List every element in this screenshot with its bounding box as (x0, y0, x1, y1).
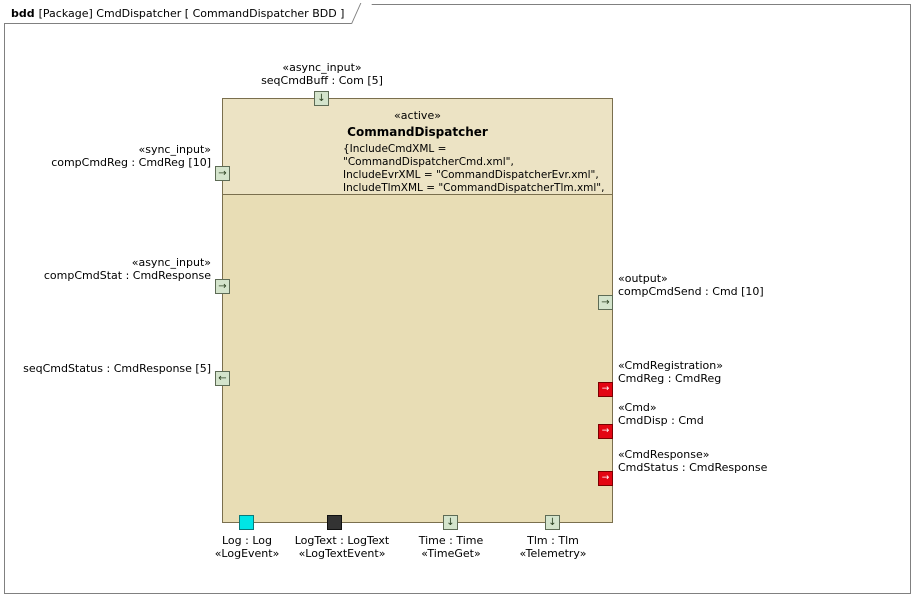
port-stereotype: «CmdResponse» (618, 448, 710, 461)
port-label-cmd-reg (618, 359, 723, 385)
arrow-down-icon: ↓ (446, 516, 455, 528)
frame-title: [Package] CmdDispatcher [ CommandDispatcher BDD ] (38, 7, 345, 20)
port-label-log-text (273, 534, 411, 560)
port-name: Log : Log (222, 534, 272, 547)
block-name: CommandDispatcher (347, 125, 488, 139)
port-comp-cmd-stat[interactable] (215, 279, 230, 294)
port-label-comp-cmd-stat (15, 256, 211, 282)
port-label-cmd-disp (618, 401, 704, 427)
port-name: compCmdSend : Cmd [10] (618, 285, 764, 298)
port-log[interactable] (239, 515, 254, 530)
port-label-cmd-status (618, 448, 767, 474)
port-stereotype: «sync_input» (138, 143, 211, 156)
port-label-seq-cmd-status (15, 362, 211, 375)
block-property-line: {IncludeCmdXML = "CommandDispatcherCmd.xml", (343, 143, 514, 168)
block-property-line: IncludeTlmXML = "CommandDispatcherTlm.xml", (343, 182, 605, 194)
port-name: Tlm : Tlm (527, 534, 579, 547)
port-seq-cmd-buff[interactable] (314, 91, 329, 106)
port-name: seqCmdStatus : CmdResponse [5] (23, 362, 211, 375)
arrow-down-icon: ↓ (317, 92, 326, 104)
block-stereotype: «active» (394, 109, 441, 122)
port-label-comp-cmd-send (618, 272, 764, 298)
frame-keyword: bdd (11, 7, 35, 20)
port-name: seqCmdBuff : Com [5] (261, 74, 383, 87)
arrow-right-icon: → (218, 280, 227, 292)
block-body (223, 195, 612, 522)
port-name: CmdDisp : Cmd (618, 414, 704, 427)
arrow-right-icon: → (601, 473, 610, 483)
port-name: LogText : LogText (294, 534, 390, 547)
port-log-text[interactable] (327, 515, 342, 530)
port-stereotype: «TimeGet» (421, 547, 481, 560)
port-stereotype: «LogTextEvent» (298, 547, 386, 560)
block-command-dispatcher[interactable] (222, 98, 613, 523)
arrow-right-icon: → (601, 384, 610, 394)
block-property-line: IncludeEvrXML = "CommandDispatcherEvr.xml", (343, 169, 599, 181)
port-cmd-disp[interactable] (598, 424, 613, 439)
port-stereotype: «Telemetry» (519, 547, 587, 560)
port-stereotype: «output» (618, 272, 668, 285)
arrow-right-icon: → (601, 426, 610, 436)
port-stereotype: «CmdRegistration» (618, 359, 723, 372)
arrow-left-icon: ← (218, 372, 227, 384)
port-name: Time : Time (418, 534, 484, 547)
port-label-comp-cmd-reg (15, 143, 211, 169)
arrow-right-icon: → (218, 167, 227, 179)
port-seq-cmd-status[interactable] (215, 371, 230, 386)
port-cmd-status[interactable] (598, 471, 613, 486)
port-label-seq-cmd-buff (252, 61, 392, 87)
port-stereotype: «async_input» (282, 61, 362, 74)
frame-title-tab (4, 4, 363, 24)
port-name: compCmdStat : CmdResponse (43, 269, 211, 282)
port-time[interactable] (443, 515, 458, 530)
port-comp-cmd-reg[interactable] (215, 166, 230, 181)
port-stereotype: «LogEvent» (214, 547, 280, 560)
block-header (223, 99, 612, 195)
port-stereotype: «Cmd» (618, 401, 657, 414)
port-stereotype: «async_input» (131, 256, 211, 269)
port-cmd-reg[interactable] (598, 382, 613, 397)
port-comp-cmd-send[interactable] (598, 295, 613, 310)
arrow-right-icon: → (601, 296, 610, 308)
port-name: CmdReg : CmdReg (618, 372, 722, 385)
port-tlm[interactable] (545, 515, 560, 530)
port-label-tlm (505, 534, 601, 560)
port-label-time (404, 534, 498, 560)
port-name: CmdStatus : CmdResponse (618, 461, 768, 474)
port-name: compCmdReg : CmdReg [10] (51, 156, 211, 169)
arrow-down-icon: ↓ (548, 516, 557, 528)
